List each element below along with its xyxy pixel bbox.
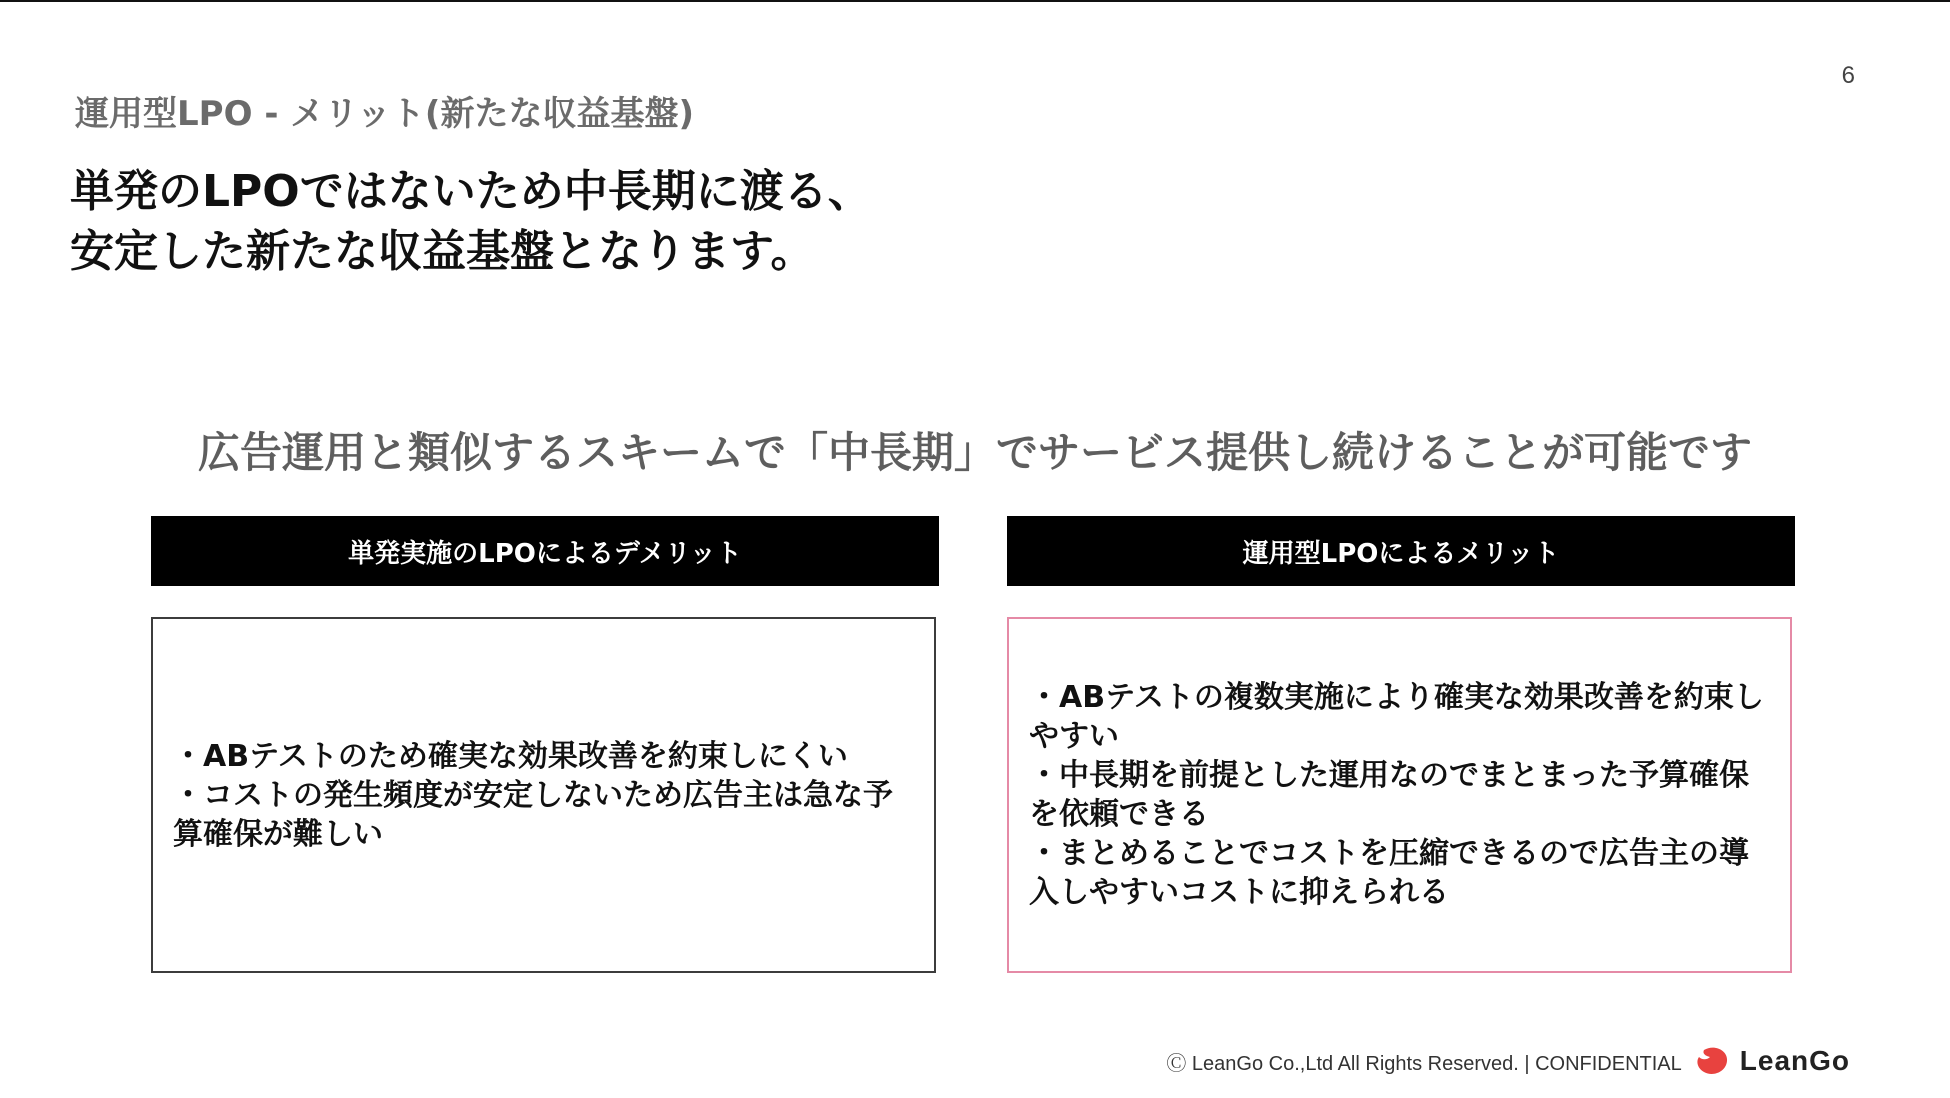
demerit-column-header: 単発実施のLPOによるデメリット xyxy=(151,516,939,586)
subheading: 広告運用と類似するスキームで「中長期」でサービス提供し続けることが可能です xyxy=(197,428,1752,477)
leango-logo-icon xyxy=(1696,1046,1730,1076)
merit-box xyxy=(1007,617,1792,973)
headline-line-1: 単発のLPOではないため中長期に渡る、 xyxy=(70,166,872,217)
leango-logo xyxy=(1696,1045,1850,1077)
demerit-item: ・コストの発生頻度が安定しないため広告主は急な予算確保が難しい xyxy=(173,777,893,852)
merit-column-header: 運用型LPOによるメリット xyxy=(1007,516,1795,586)
page-number: 6 xyxy=(1841,62,1855,89)
top-rule xyxy=(0,0,1950,2)
demerit-list xyxy=(173,737,914,854)
copyright-text: Ⓒ LeanGo Co.,Ltd All Rights Reserved. | CONFIDENTIAL xyxy=(1166,1052,1682,1075)
logo-text: LeanGo xyxy=(1739,1045,1850,1076)
merit-item: ・まとめることでコストを圧縮できるので広告主の導入しやすいコストに抑えられる xyxy=(1029,836,1749,910)
merit-item: ・ABテストの複数実施により確実な効果改善を約束しやすい xyxy=(1029,680,1764,754)
demerit-box xyxy=(151,617,936,973)
section-title: 運用型LPO - メリット(新たな収益基盤) xyxy=(75,94,694,134)
merit-item: ・中長期を前提とした運用なのでまとまった予算確保を依頼できる xyxy=(1029,758,1749,832)
headline-line-2: 安定した新たな収益基盤となります。 xyxy=(70,226,815,277)
merit-list xyxy=(1029,678,1770,912)
footer xyxy=(1166,1045,1850,1077)
headline xyxy=(70,162,872,282)
demerit-item: ・ABテストのため確実な効果改善を約束しにくい xyxy=(173,738,848,774)
